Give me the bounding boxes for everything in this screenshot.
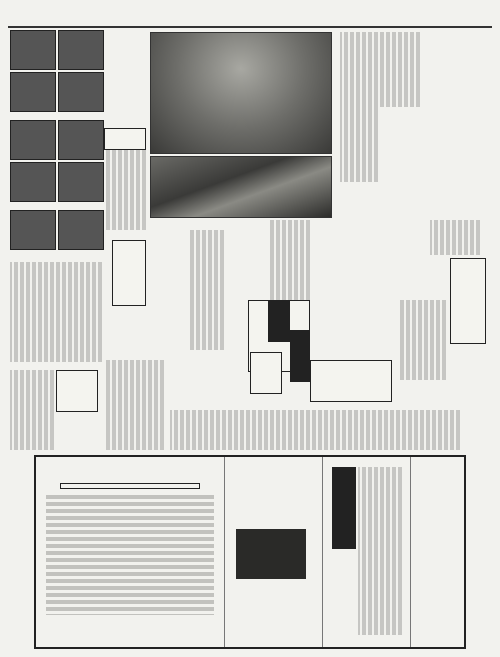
sub-headline-5: [336, 210, 348, 320]
ad-divider: [410, 457, 411, 647]
portrait-photo: [10, 210, 56, 250]
pharmacy-ad-title: [332, 467, 356, 549]
left-box-2: [112, 240, 146, 306]
masthead: [8, 8, 492, 28]
headline-col-2: [226, 228, 246, 338]
machine-ad: [228, 461, 318, 641]
article-body: [104, 360, 164, 450]
article-body: [400, 300, 446, 380]
warning-ad-title: [60, 483, 200, 489]
ad-divider: [322, 457, 323, 647]
portrait-photo: [58, 210, 104, 250]
article-body: [340, 32, 378, 182]
far-right-ad: [414, 461, 460, 641]
photo-procession: [150, 156, 332, 218]
sub-headline-2: [400, 110, 420, 220]
photo-grid: [10, 30, 102, 260]
left-box-1: [108, 32, 136, 122]
small-box-2: [250, 352, 282, 394]
article-body: [430, 220, 480, 255]
article-body: [10, 262, 102, 362]
article-body: [10, 370, 54, 450]
advertisement-band: [34, 455, 466, 649]
warning-ad: [40, 463, 220, 639]
headline-col-3: [176, 236, 188, 346]
portrait-photo: [58, 162, 104, 202]
portrait-photo: [58, 30, 104, 70]
mid-ad-left: [290, 330, 310, 382]
pharmacy-ad-body: [358, 467, 402, 635]
portrait-photo: [58, 72, 104, 112]
article-body: [380, 32, 420, 107]
mid-ad: [310, 360, 392, 402]
sub-headline-3: [372, 190, 392, 280]
pharmacy-ad: [326, 461, 406, 641]
left-banner: [104, 128, 146, 150]
headline-col-1: [314, 218, 334, 338]
sub-headline-4: [350, 200, 370, 300]
small-box-1-title: [268, 300, 290, 342]
sub-headline-1: [428, 48, 456, 208]
right-box: [450, 258, 486, 344]
article-body: [190, 230, 224, 350]
left-box-3: [56, 370, 98, 412]
main-headline: [458, 32, 488, 182]
portrait-photo: [58, 120, 104, 160]
portrait-photo: [10, 162, 56, 202]
sewing-machine-illustration: [236, 529, 306, 579]
portrait-photo: [10, 30, 56, 70]
listings: [170, 410, 460, 450]
portrait-photo: [10, 120, 56, 160]
warning-ad-body: [46, 495, 214, 615]
article-body: [104, 150, 146, 230]
portrait-photo: [10, 72, 56, 112]
ad-divider: [224, 457, 225, 647]
photo-shrine: [150, 32, 332, 154]
